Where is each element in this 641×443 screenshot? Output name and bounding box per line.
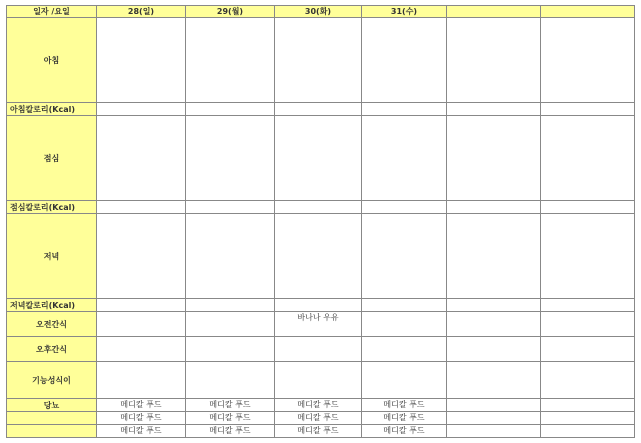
menu-cell [275, 103, 362, 116]
menu-cell [447, 214, 541, 299]
menu-cell [186, 116, 275, 201]
menu-cell [362, 214, 447, 299]
menu-item: 메디칼 푸드 [297, 413, 339, 422]
menu-row [7, 214, 635, 299]
menu-cell [541, 116, 635, 201]
meal-menu-body [7, 6, 635, 438]
menu-cell [186, 201, 275, 214]
row-label: 저녁칼로리(Kcal) [7, 299, 97, 312]
menu-cell [186, 312, 275, 337]
menu-item: 메디칼 푸드 [209, 400, 251, 409]
menu-cell [362, 425, 447, 438]
menu-cell [275, 214, 362, 299]
day-header: 30(화) [275, 6, 362, 18]
header-row [7, 6, 635, 18]
row-label: 점심칼로리(Kcal) [7, 201, 97, 214]
menu-item: 메디칼 푸드 [297, 426, 339, 435]
menu-cell [541, 412, 635, 425]
menu-cell [447, 337, 541, 362]
menu-cell [447, 425, 541, 438]
menu-item: 메디칼 푸드 [209, 426, 251, 435]
menu-cell [362, 337, 447, 362]
menu-row [7, 116, 635, 201]
menu-cell [447, 103, 541, 116]
menu-row [7, 337, 635, 362]
menu-item: 메디칼 푸드 [383, 426, 425, 435]
menu-cell [362, 299, 447, 312]
menu-cell [541, 362, 635, 399]
day-header [541, 6, 635, 18]
menu-cell [541, 425, 635, 438]
day-header: 31(수) [362, 6, 447, 18]
menu-cell [275, 425, 362, 438]
row-label: 오후간식 [7, 337, 97, 362]
day-header: 28(일) [97, 6, 186, 18]
menu-cell [275, 116, 362, 201]
menu-cell [97, 337, 186, 362]
day-header: 29(월) [186, 6, 275, 18]
menu-row [7, 362, 635, 399]
row-label: 저녁 [7, 214, 97, 299]
row-label: 아침 [7, 18, 97, 103]
menu-item: 메디칼 푸드 [120, 413, 162, 422]
row-label: 오전간식 [7, 312, 97, 337]
meal-menu-table [6, 5, 635, 438]
menu-cell [97, 18, 186, 103]
menu-cell [541, 214, 635, 299]
menu-cell [97, 299, 186, 312]
menu-cell [275, 312, 362, 337]
menu-cell [447, 312, 541, 337]
menu-cell [186, 412, 275, 425]
menu-cell [275, 412, 362, 425]
menu-cell [541, 299, 635, 312]
menu-row [7, 299, 635, 312]
menu-row [7, 412, 635, 425]
menu-row [7, 18, 635, 103]
menu-item: 메디칼 푸드 [120, 426, 162, 435]
menu-cell [362, 18, 447, 103]
row-label [7, 425, 97, 438]
menu-cell [541, 337, 635, 362]
menu-row [7, 312, 635, 337]
menu-cell [362, 412, 447, 425]
menu-row [7, 103, 635, 116]
menu-cell [362, 103, 447, 116]
menu-cell [447, 18, 541, 103]
menu-cell [362, 399, 447, 412]
menu-cell [447, 201, 541, 214]
menu-cell [447, 412, 541, 425]
menu-item: 메디칼 푸드 [383, 400, 425, 409]
header-label: 일자 /요일 [7, 6, 97, 18]
menu-row [7, 399, 635, 412]
menu-cell [362, 201, 447, 214]
menu-cell [541, 312, 635, 337]
row-label: 당뇨 [7, 399, 97, 412]
menu-cell [541, 399, 635, 412]
row-label: 점심 [7, 116, 97, 201]
menu-cell [362, 116, 447, 201]
menu-cell [447, 362, 541, 399]
menu-cell [97, 103, 186, 116]
menu-item: 바나나 우유 [297, 313, 339, 322]
row-label [7, 412, 97, 425]
menu-cell [275, 399, 362, 412]
menu-cell [541, 103, 635, 116]
menu-cell [97, 362, 186, 399]
menu-row [7, 201, 635, 214]
menu-cell [275, 18, 362, 103]
menu-cell [186, 18, 275, 103]
menu-cell [275, 299, 362, 312]
menu-item: 메디칼 푸드 [383, 413, 425, 422]
menu-cell [275, 201, 362, 214]
menu-cell [186, 425, 275, 438]
menu-cell [97, 312, 186, 337]
menu-cell [541, 201, 635, 214]
menu-cell [275, 337, 362, 362]
menu-cell [186, 399, 275, 412]
menu-cell [275, 362, 362, 399]
menu-cell [186, 362, 275, 399]
menu-row [7, 425, 635, 438]
menu-cell [362, 362, 447, 399]
menu-item: 메디칼 푸드 [120, 400, 162, 409]
menu-cell [447, 116, 541, 201]
menu-cell [447, 299, 541, 312]
menu-cell [447, 399, 541, 412]
menu-cell [97, 399, 186, 412]
menu-cell [97, 412, 186, 425]
menu-cell [97, 214, 186, 299]
menu-item: 메디칼 푸드 [209, 413, 251, 422]
row-label: 기능성식이 [7, 362, 97, 399]
menu-cell [362, 312, 447, 337]
menu-cell [186, 214, 275, 299]
menu-cell [97, 201, 186, 214]
menu-cell [541, 18, 635, 103]
menu-cell [186, 299, 275, 312]
menu-cell [97, 116, 186, 201]
row-label: 아침칼로리(Kcal) [7, 103, 97, 116]
menu-item: 메디칼 푸드 [297, 400, 339, 409]
menu-cell [97, 425, 186, 438]
day-header [447, 6, 541, 18]
menu-cell [186, 103, 275, 116]
menu-cell [186, 337, 275, 362]
